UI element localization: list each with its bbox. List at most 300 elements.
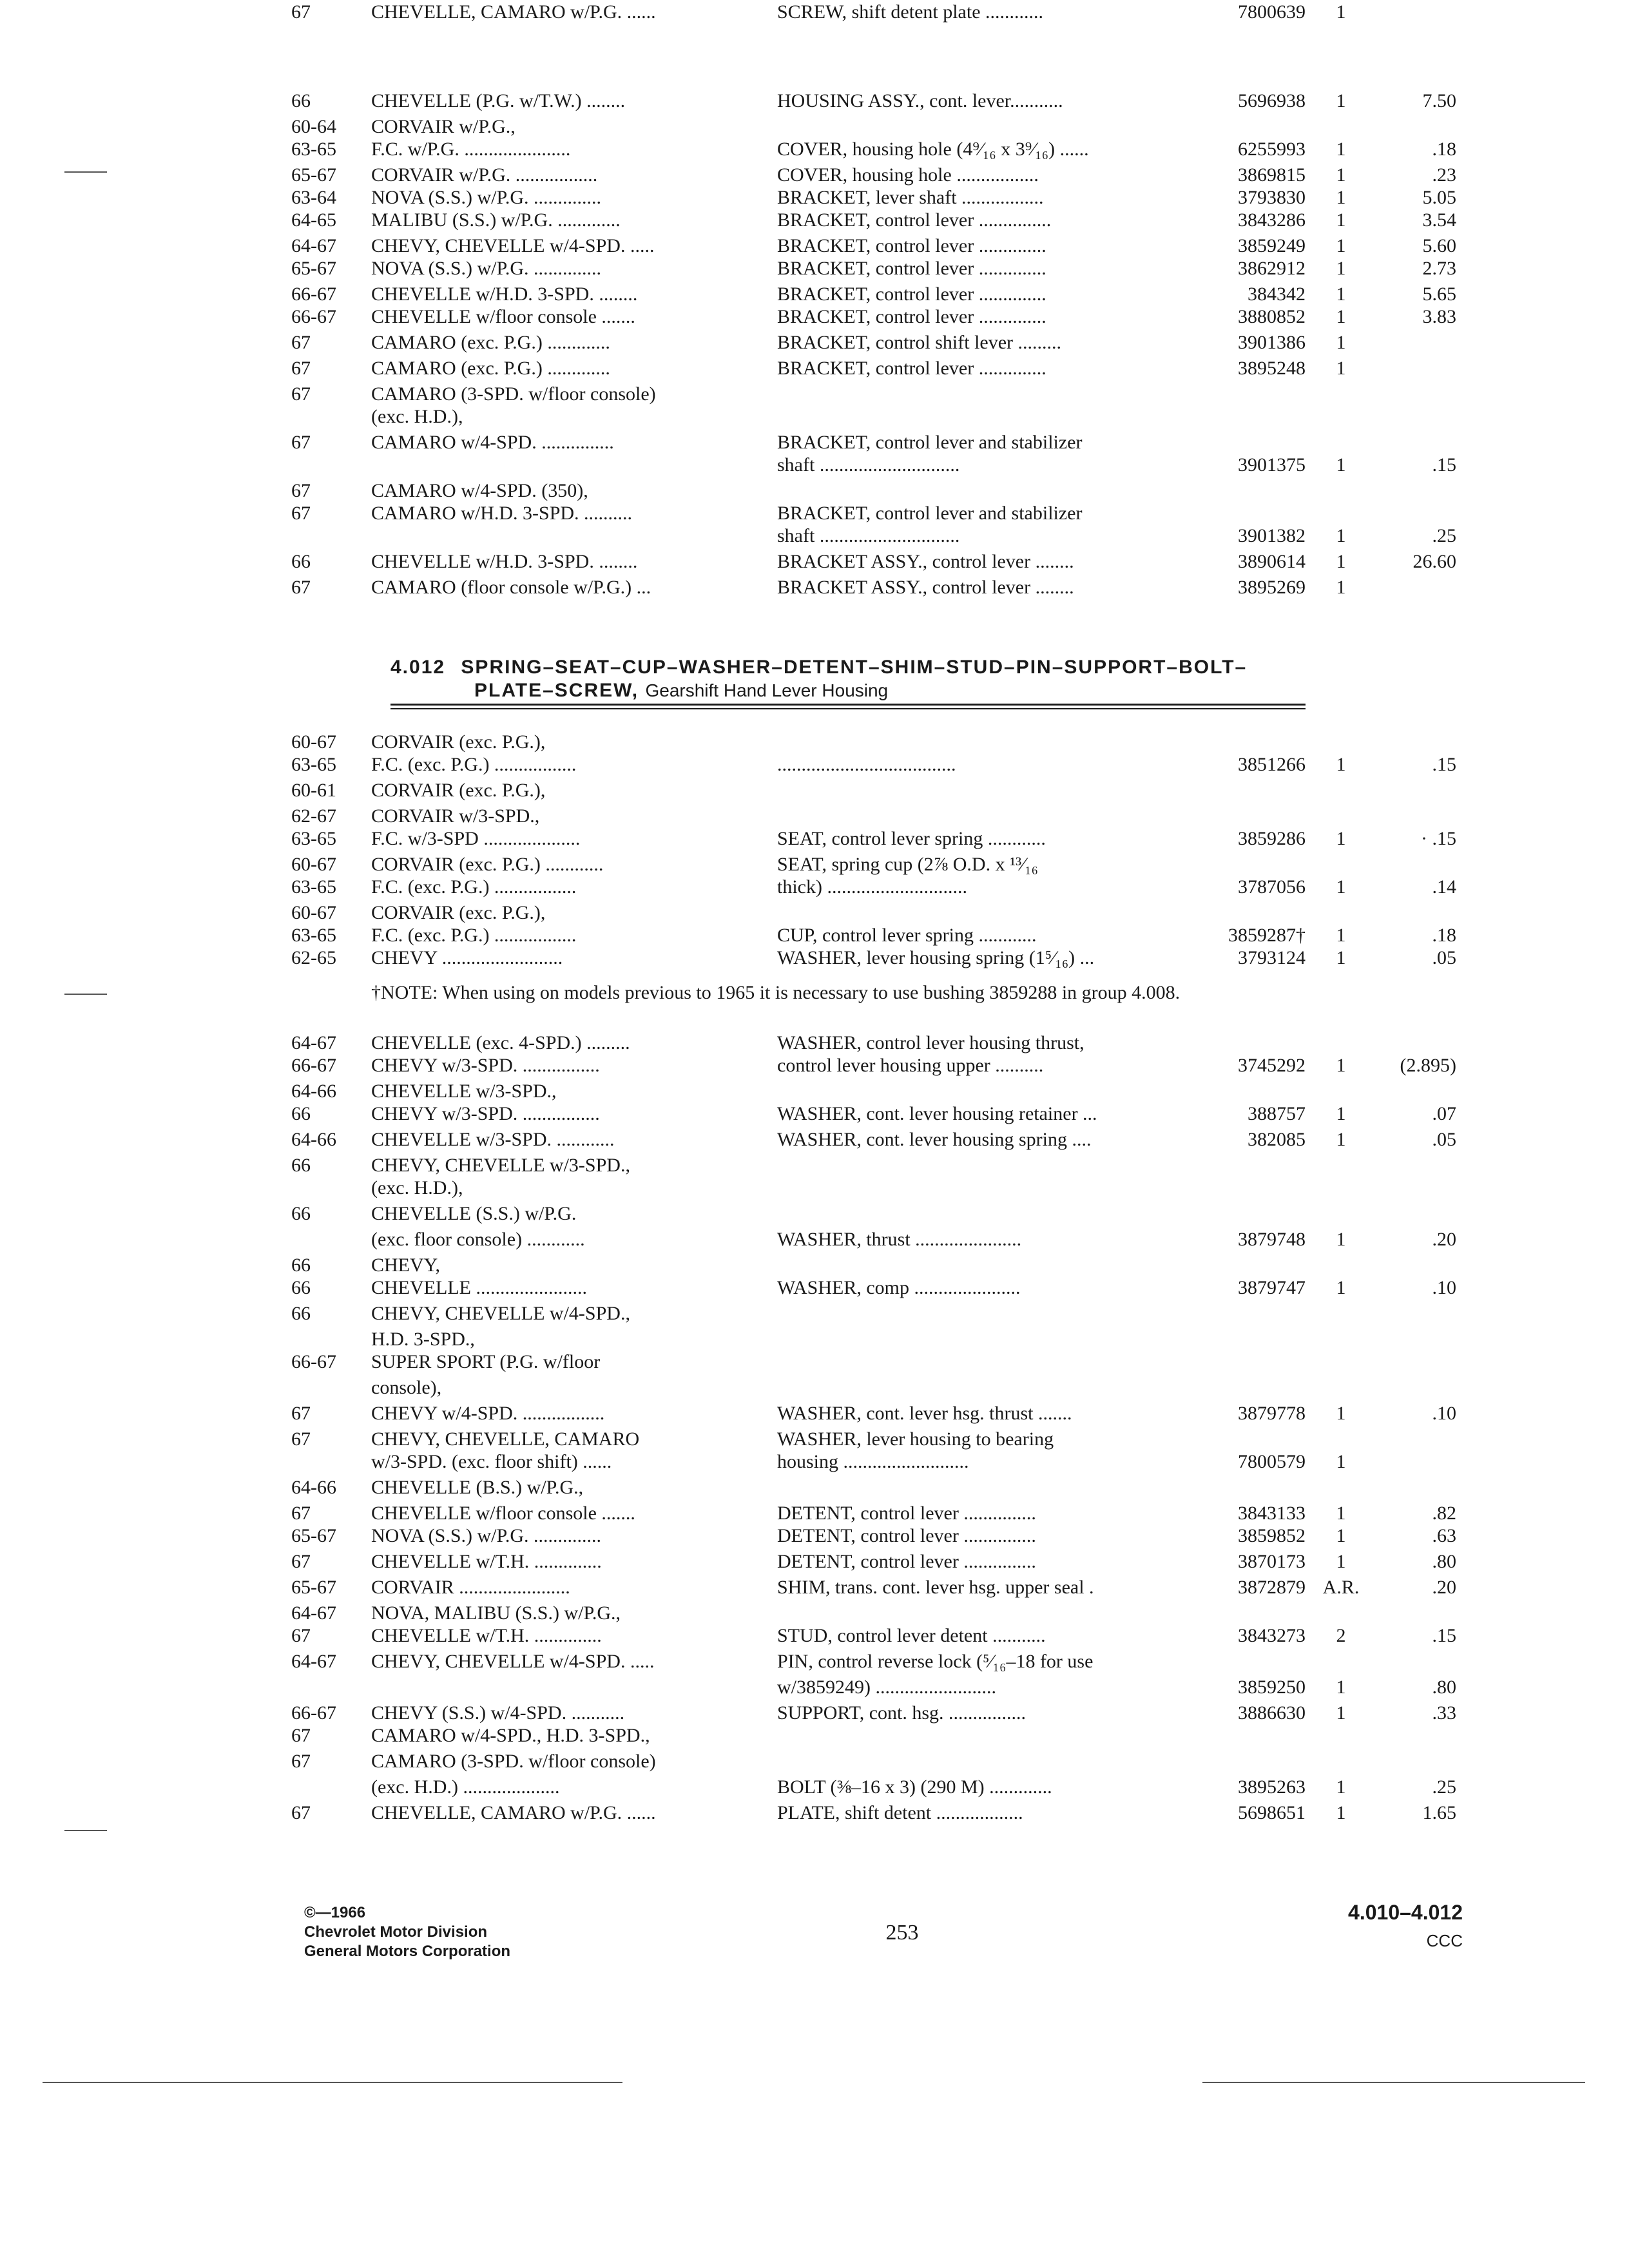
- col-description: BRACKET, control shift lever .........: [777, 332, 1062, 353]
- col-description: HOUSING ASSY., cont. lever...........: [777, 90, 1063, 111]
- col-model: (exc. H.D.),: [371, 1177, 463, 1198]
- table-row: [0, 1501, 1629, 1526]
- col-model: (exc. H.D.),: [371, 406, 463, 427]
- col-year: 65-67: [291, 164, 336, 186]
- col-part-number: 3787056: [1238, 876, 1306, 898]
- col-model: CAMARO (floor console w/P.G.) ...: [371, 577, 651, 598]
- bottom-rule-right: [1202, 2082, 1585, 2083]
- col-quantity: 1: [1336, 754, 1346, 775]
- col-quantity: 1: [1336, 164, 1346, 186]
- col-description: SCREW, shift detent plate ............: [777, 1, 1044, 23]
- table-row: [0, 1724, 1629, 1748]
- table-row: [0, 1775, 1629, 1800]
- col-year: 64-65: [291, 209, 336, 231]
- table-row: [0, 778, 1629, 803]
- col-year: 66-67: [291, 1055, 336, 1076]
- col-price: .80: [1432, 1551, 1456, 1572]
- col-description: BRACKET, lever shaft .................: [777, 187, 1044, 208]
- col-model: CHEVY w/4-SPD. .................: [371, 1403, 605, 1424]
- col-year: 64-67: [291, 235, 336, 256]
- table-row: [0, 1102, 1629, 1126]
- col-part-number: 3793830: [1238, 187, 1306, 208]
- section-heading: [390, 655, 1280, 680]
- col-quantity: 1: [1336, 284, 1346, 305]
- col-price: .25: [1432, 525, 1456, 546]
- table-row: [0, 1624, 1629, 1648]
- col-model: CAMARO (3-SPD. w/floor console): [371, 1751, 656, 1772]
- col-part-number: 3879748: [1238, 1229, 1306, 1250]
- col-year: 66-67: [291, 306, 336, 327]
- col-part-number: 3859249: [1238, 235, 1306, 256]
- table-row: [0, 208, 1629, 233]
- table-row: [0, 1202, 1629, 1226]
- col-part-number: 3859852: [1238, 1525, 1306, 1546]
- col-quantity: 1: [1336, 1551, 1346, 1572]
- col-price: 3.83: [1422, 306, 1456, 327]
- col-price: .05: [1432, 947, 1456, 968]
- col-model: CORVAIR (exc. P.G.) ............: [371, 854, 604, 875]
- table-row: [0, 753, 1629, 777]
- col-year: 66: [291, 1254, 311, 1276]
- margin-mark: [64, 1830, 107, 1831]
- col-price: .15: [1432, 454, 1456, 476]
- col-part-number: 3901382: [1238, 525, 1306, 546]
- table-row: [0, 946, 1629, 970]
- col-year: 67: [291, 383, 311, 405]
- col-year: 65-67: [291, 1525, 336, 1546]
- table-row: [0, 730, 1629, 754]
- col-price: .20: [1432, 1229, 1456, 1250]
- col-model: CORVAIR w/3-SPD.,: [371, 805, 540, 827]
- col-model: NOVA (S.S.) w/P.G. ..............: [371, 1525, 602, 1546]
- col-description: control lever housing upper ..........: [777, 1055, 1044, 1076]
- col-quantity: 1: [1336, 187, 1346, 208]
- col-quantity: 1: [1336, 1677, 1346, 1698]
- col-description: BRACKET, control lever ..............: [777, 358, 1046, 379]
- col-quantity: 1: [1336, 258, 1346, 279]
- col-part-number: 382085: [1248, 1129, 1306, 1150]
- table-row: [0, 1575, 1629, 1600]
- section-title-line1: SPRING–SEAT–CUP–WASHER–DETENT–SHIM–STUD–PIN–SUPPORT–BOLT–: [461, 657, 1248, 678]
- table-row: [0, 923, 1629, 948]
- col-model: CHEVELLE (P.G. w/T.W.) ........: [371, 90, 626, 111]
- table-row: [0, 852, 1629, 877]
- col-quantity: 1: [1336, 947, 1346, 968]
- table-row: [0, 1153, 1629, 1178]
- footer-corporation: General Motors Corporation: [304, 1943, 511, 1960]
- table-row: [0, 1427, 1629, 1452]
- col-part-number: 6255993: [1238, 139, 1306, 160]
- col-quantity: 1: [1336, 1, 1346, 23]
- table-row: [0, 305, 1629, 329]
- col-year: 64-67: [291, 1651, 336, 1672]
- table-row: [0, 115, 1629, 139]
- col-quantity: 1: [1336, 358, 1346, 379]
- col-year: 66-67: [291, 1702, 336, 1724]
- col-year: 62-65: [291, 947, 336, 968]
- col-part-number: 3895263: [1238, 1776, 1306, 1798]
- col-price: .10: [1432, 1277, 1456, 1298]
- bottom-rule-left: [43, 2082, 622, 2083]
- col-year: 67: [291, 1403, 311, 1424]
- col-part-number: 3879747: [1238, 1277, 1306, 1298]
- col-year: 67: [291, 1428, 311, 1450]
- col-part-number: 3901386: [1238, 332, 1306, 353]
- section-title-line2: PLATE–SCREW,: [474, 680, 639, 701]
- col-description: DETENT, control lever ...............: [777, 1551, 1036, 1572]
- col-model: CHEVELLE w/T.H. ..............: [371, 1625, 602, 1646]
- table-row: [0, 1801, 1629, 1825]
- col-year: 67: [291, 503, 311, 524]
- table-row: [0, 575, 1629, 600]
- col-year: 67: [291, 1551, 311, 1572]
- col-price: .63: [1432, 1525, 1456, 1546]
- table-row: [0, 186, 1629, 210]
- col-year: 67: [291, 1625, 311, 1646]
- col-price: 3.54: [1422, 209, 1456, 231]
- col-model: (exc. H.D.) ....................: [371, 1776, 560, 1798]
- col-description: WASHER, cont. lever housing retainer ...: [777, 1103, 1097, 1124]
- section-heading-line2: [474, 678, 1280, 703]
- col-model: CHEVELLE (B.S.) w/P.G.,: [371, 1477, 584, 1498]
- col-year: 64-66: [291, 1477, 336, 1498]
- col-quantity: 1: [1336, 1403, 1346, 1424]
- col-description: SEAT, spring cup (2⅞ O.D. x ¹³⁄₁₆: [777, 854, 1038, 875]
- col-year: 67: [291, 1725, 311, 1746]
- col-model: console),: [371, 1377, 442, 1398]
- col-quantity: 1: [1336, 525, 1346, 546]
- col-part-number: 3793124: [1238, 947, 1306, 968]
- col-year: 66: [291, 1103, 311, 1124]
- col-model: CAMARO w/4-SPD., H.D. 3-SPD.,: [371, 1725, 650, 1746]
- table-row: [0, 1376, 1629, 1400]
- col-price: 5.05: [1422, 187, 1456, 208]
- col-part-number: 7800579: [1238, 1451, 1306, 1472]
- table-row: [0, 1253, 1629, 1278]
- table-row: [0, 1327, 1629, 1352]
- col-description: WASHER, cont. lever housing spring ....: [777, 1129, 1092, 1150]
- table-row: [0, 804, 1629, 829]
- col-model: CAMARO w/4-SPD. ...............: [371, 432, 614, 453]
- col-part-number: 3895269: [1238, 577, 1306, 598]
- col-year: 66-67: [291, 1351, 336, 1372]
- col-description: DETENT, control lever ...............: [777, 1525, 1036, 1546]
- col-year: 67: [291, 432, 311, 453]
- footer-copyright: ©—1966: [304, 1904, 366, 1921]
- col-price: .18: [1432, 925, 1456, 946]
- col-model: CORVAIR w/P.G.,: [371, 116, 516, 137]
- col-year: 66: [291, 1203, 311, 1224]
- col-quantity: 1: [1336, 925, 1346, 946]
- col-part-number: 5698651: [1238, 1802, 1306, 1823]
- table-row: [0, 89, 1629, 113]
- col-quantity: 1: [1336, 876, 1346, 898]
- col-price: · .15: [1421, 828, 1456, 849]
- col-description: CUP, control lever spring ............: [777, 925, 1037, 946]
- table-row: [0, 1276, 1629, 1300]
- margin-mark: [64, 171, 107, 173]
- col-quantity: 1: [1336, 1702, 1346, 1724]
- section-title-subtitle: Gearshift Hand Lever Housing: [645, 680, 889, 700]
- table-row: [0, 1031, 1629, 1055]
- table-row: [0, 1401, 1629, 1426]
- section-rule-double: [390, 708, 1306, 709]
- col-model: CHEVELLE .......................: [371, 1277, 587, 1298]
- col-description: housing ..........................: [777, 1451, 969, 1472]
- col-model: NOVA, MALIBU (S.S.) w/P.G.,: [371, 1602, 621, 1624]
- col-quantity: 1: [1336, 1503, 1346, 1524]
- col-price: .15: [1432, 1625, 1456, 1646]
- col-model: CHEVELLE (S.S.) w/P.G.: [371, 1203, 577, 1224]
- col-part-number: 3851266: [1238, 754, 1306, 775]
- col-year: 63-65: [291, 139, 336, 160]
- col-year: 63-65: [291, 754, 336, 775]
- col-description: SHIM, trans. cont. lever hsg. upper seal .: [777, 1577, 1094, 1598]
- table-row: [0, 1649, 1629, 1674]
- table-row: [0, 382, 1629, 407]
- col-price: .80: [1432, 1677, 1456, 1698]
- col-description: shaft .............................: [777, 454, 960, 476]
- catalog-code: CCC: [1426, 1931, 1463, 1950]
- col-part-number: 3879778: [1238, 1403, 1306, 1424]
- col-quantity: 1: [1336, 454, 1346, 476]
- col-model: CAMARO (exc. P.G.) .............: [371, 332, 610, 353]
- col-year: 63-65: [291, 925, 336, 946]
- col-model: CORVAIR .......................: [371, 1577, 570, 1598]
- col-year: 67: [291, 1503, 311, 1524]
- col-model: CHEVELLE (exc. 4-SPD.) .........: [371, 1032, 630, 1053]
- col-description: BRACKET, control lever ...............: [777, 209, 1052, 231]
- col-year: 63-64: [291, 187, 336, 208]
- col-description: STUD, control lever detent ...........: [777, 1625, 1046, 1646]
- col-description: BRACKET, control lever ..............: [777, 284, 1046, 305]
- col-part-number: 7800639: [1238, 1, 1306, 23]
- col-quantity: 1: [1336, 551, 1346, 572]
- col-model: CHEVELLE w/3-SPD.,: [371, 1081, 557, 1102]
- col-part-number: 3886630: [1238, 1702, 1306, 1724]
- col-part-number: 5696938: [1238, 90, 1306, 111]
- col-quantity: 1: [1336, 235, 1346, 256]
- section-rule: [390, 704, 1306, 706]
- table-row: [0, 1701, 1629, 1725]
- col-year: 60-67: [291, 854, 336, 875]
- col-part-number: 388757: [1248, 1103, 1306, 1124]
- col-model: CHEVY, CHEVELLE w/4-SPD. .....: [371, 1651, 655, 1672]
- table-row: [0, 1302, 1629, 1326]
- col-model: F.C. (exc. P.G.) .................: [371, 754, 577, 775]
- col-quantity: 1: [1336, 1229, 1346, 1250]
- col-model: CHEVY .........................: [371, 947, 563, 968]
- col-year: 67: [291, 480, 311, 501]
- col-year: 67: [291, 358, 311, 379]
- table-row: [0, 430, 1629, 455]
- table-row: [0, 1450, 1629, 1474]
- col-model: CHEVELLE, CAMARO w/P.G. ......: [371, 1, 656, 23]
- table-row: [0, 827, 1629, 851]
- col-price: .82: [1432, 1503, 1456, 1524]
- col-year: 60-67: [291, 902, 336, 923]
- col-description: WASHER, lever housing spring (1⁵⁄₁₆) ...: [777, 947, 1095, 968]
- col-model: CORVAIR (exc. P.G.),: [371, 780, 546, 801]
- col-year: 62-67: [291, 805, 336, 827]
- col-quantity: A.R.: [1322, 1577, 1360, 1598]
- col-part-number: 384342: [1248, 284, 1306, 305]
- table-row: [0, 1176, 1629, 1200]
- col-model: CHEVELLE w/H.D. 3-SPD. ........: [371, 284, 638, 305]
- col-model: MALIBU (S.S.) w/P.G. .............: [371, 209, 621, 231]
- col-description: BOLT (⅜–16 x 3) (290 M) .............: [777, 1776, 1052, 1798]
- table-row: [0, 405, 1629, 429]
- col-year: 67: [291, 1751, 311, 1772]
- table-row: [0, 550, 1629, 574]
- col-description: WASHER, comp ......................: [777, 1277, 1021, 1298]
- col-part-number: 3859287†: [1228, 925, 1306, 946]
- table-row: [0, 356, 1629, 381]
- col-description: BRACKET ASSY., control lever ........: [777, 551, 1074, 572]
- col-price: 5.60: [1422, 235, 1456, 256]
- col-part-number: 3895248: [1238, 358, 1306, 379]
- col-description: BRACKET, control lever ..............: [777, 258, 1046, 279]
- col-model: CHEVY, CHEVELLE w/4-SPD.,: [371, 1303, 630, 1324]
- col-price: 5.65: [1422, 284, 1456, 305]
- col-quantity: 2: [1336, 1625, 1346, 1646]
- col-part-number: 3843133: [1238, 1503, 1306, 1524]
- col-model: CHEVELLE w/floor console .......: [371, 1503, 635, 1524]
- col-model: CAMARO (3-SPD. w/floor console): [371, 383, 656, 405]
- col-price: .25: [1432, 1776, 1456, 1798]
- col-quantity: 1: [1336, 1103, 1346, 1124]
- col-quantity: 1: [1336, 1776, 1346, 1798]
- col-quantity: 1: [1336, 306, 1346, 327]
- col-description: .....................................: [777, 754, 956, 775]
- col-year: 60-64: [291, 116, 336, 137]
- col-year: 65-67: [291, 1577, 336, 1598]
- col-description: PIN, control reverse lock (⁵⁄₁₆–18 for use: [777, 1651, 1094, 1672]
- col-price: 26.60: [1412, 551, 1456, 572]
- col-price: .05: [1432, 1129, 1456, 1150]
- col-price: .23: [1432, 164, 1456, 186]
- section-number: 4.012: [390, 657, 446, 678]
- col-description: WASHER, control lever housing thrust,: [777, 1032, 1084, 1053]
- col-description: WASHER, lever housing to bearing: [777, 1428, 1054, 1450]
- col-model: CORVAIR w/P.G. .................: [371, 164, 598, 186]
- table-row: [0, 524, 1629, 548]
- col-model: CHEVELLE w/T.H. ..............: [371, 1551, 602, 1572]
- col-part-number: 3872879: [1238, 1577, 1306, 1598]
- col-model: F.C. (exc. P.G.) .................: [371, 876, 577, 898]
- col-part-number: 3880852: [1238, 306, 1306, 327]
- table-row: [0, 1475, 1629, 1500]
- col-year: 65-67: [291, 258, 336, 279]
- col-part-number: 3843286: [1238, 209, 1306, 231]
- table-row: [0, 331, 1629, 355]
- col-year: 64-66: [291, 1129, 336, 1150]
- table-row: [0, 1350, 1629, 1374]
- col-description: w/3859249) .........................: [777, 1677, 996, 1698]
- col-part-number: 3869815: [1238, 164, 1306, 186]
- col-model: CHEVY w/3-SPD. ................: [371, 1103, 600, 1124]
- col-quantity: 1: [1336, 1055, 1346, 1076]
- col-year: 66: [291, 90, 311, 111]
- col-model: CHEVELLE, CAMARO w/P.G. ......: [371, 1802, 656, 1823]
- table-row: [0, 282, 1629, 307]
- col-year: 63-65: [291, 828, 336, 849]
- col-year: 66: [291, 1155, 311, 1176]
- table-row: [0, 1524, 1629, 1548]
- col-price: .14: [1432, 876, 1456, 898]
- col-price: 1.65: [1422, 1802, 1456, 1823]
- col-model: NOVA (S.S.) w/P.G. ..............: [371, 258, 602, 279]
- col-description: BRACKET, control lever ..............: [777, 235, 1046, 256]
- col-quantity: 1: [1336, 332, 1346, 353]
- col-year: 63-65: [291, 876, 336, 898]
- col-year: 66-67: [291, 284, 336, 305]
- col-description: COVER, housing hole (4⁹⁄₁₆ x 3⁹⁄₁₆) ......: [777, 139, 1089, 160]
- table-row: [0, 1079, 1629, 1104]
- table-row: [0, 1601, 1629, 1626]
- col-year: 60-67: [291, 731, 336, 753]
- col-description: shaft .............................: [777, 525, 960, 546]
- col-description: thick) .............................: [777, 876, 967, 898]
- table-row: [0, 1227, 1629, 1252]
- col-year: 64-67: [291, 1032, 336, 1053]
- table-row: [0, 901, 1629, 925]
- page-number: 253: [885, 1921, 919, 1945]
- col-quantity: 1: [1336, 90, 1346, 111]
- col-model: CAMARO w/4-SPD. (350),: [371, 480, 588, 501]
- col-part-number: 3870173: [1238, 1551, 1306, 1572]
- col-year: 64-67: [291, 1602, 336, 1624]
- col-quantity: 1: [1336, 209, 1346, 231]
- col-model: CAMARO (exc. P.G.) .............: [371, 358, 610, 379]
- col-quantity: 1: [1336, 1129, 1346, 1150]
- col-quantity: 1: [1336, 1451, 1346, 1472]
- col-price: .18: [1432, 139, 1456, 160]
- col-year: 64-66: [291, 1081, 336, 1102]
- col-price: 2.73: [1422, 258, 1456, 279]
- col-quantity: 1: [1336, 1802, 1346, 1823]
- col-year: 60-61: [291, 780, 336, 801]
- table-row: [0, 1749, 1629, 1774]
- col-model: H.D. 3-SPD.,: [371, 1329, 475, 1350]
- col-model: CHEVELLE w/3-SPD. ............: [371, 1129, 615, 1150]
- col-part-number: 3859286: [1238, 828, 1306, 849]
- footer-publisher: [304, 1903, 626, 1961]
- col-model: F.C. w/P.G. ......................: [371, 139, 571, 160]
- col-part-number: 3843273: [1238, 1625, 1306, 1646]
- col-model: CHEVELLE w/floor console .......: [371, 306, 635, 327]
- col-quantity: 1: [1336, 1525, 1346, 1546]
- table-row: [0, 0, 1629, 24]
- col-year: 66: [291, 551, 311, 572]
- col-model: CHEVY, CHEVELLE w/4-SPD. .....: [371, 235, 655, 256]
- col-price: .20: [1432, 1577, 1456, 1598]
- table-row: [0, 256, 1629, 281]
- col-description: DETENT, control lever ...............: [777, 1503, 1036, 1524]
- col-part-number: 3862912: [1238, 258, 1306, 279]
- col-description: BRACKET, control lever and stabilizer: [777, 503, 1083, 524]
- col-model: CHEVY w/3-SPD. ................: [371, 1055, 600, 1076]
- col-model: CORVAIR (exc. P.G.),: [371, 902, 546, 923]
- col-description: COVER, housing hole .................: [777, 164, 1039, 186]
- col-model: CHEVY,: [371, 1254, 440, 1276]
- col-quantity: 1: [1336, 1277, 1346, 1298]
- col-price: .33: [1432, 1702, 1456, 1724]
- col-price: .07: [1432, 1103, 1456, 1124]
- col-model: CHEVELLE w/H.D. 3-SPD. ........: [371, 551, 638, 572]
- col-price: 7.50: [1422, 90, 1456, 111]
- col-model: CAMARO w/H.D. 3-SPD. ..........: [371, 503, 633, 524]
